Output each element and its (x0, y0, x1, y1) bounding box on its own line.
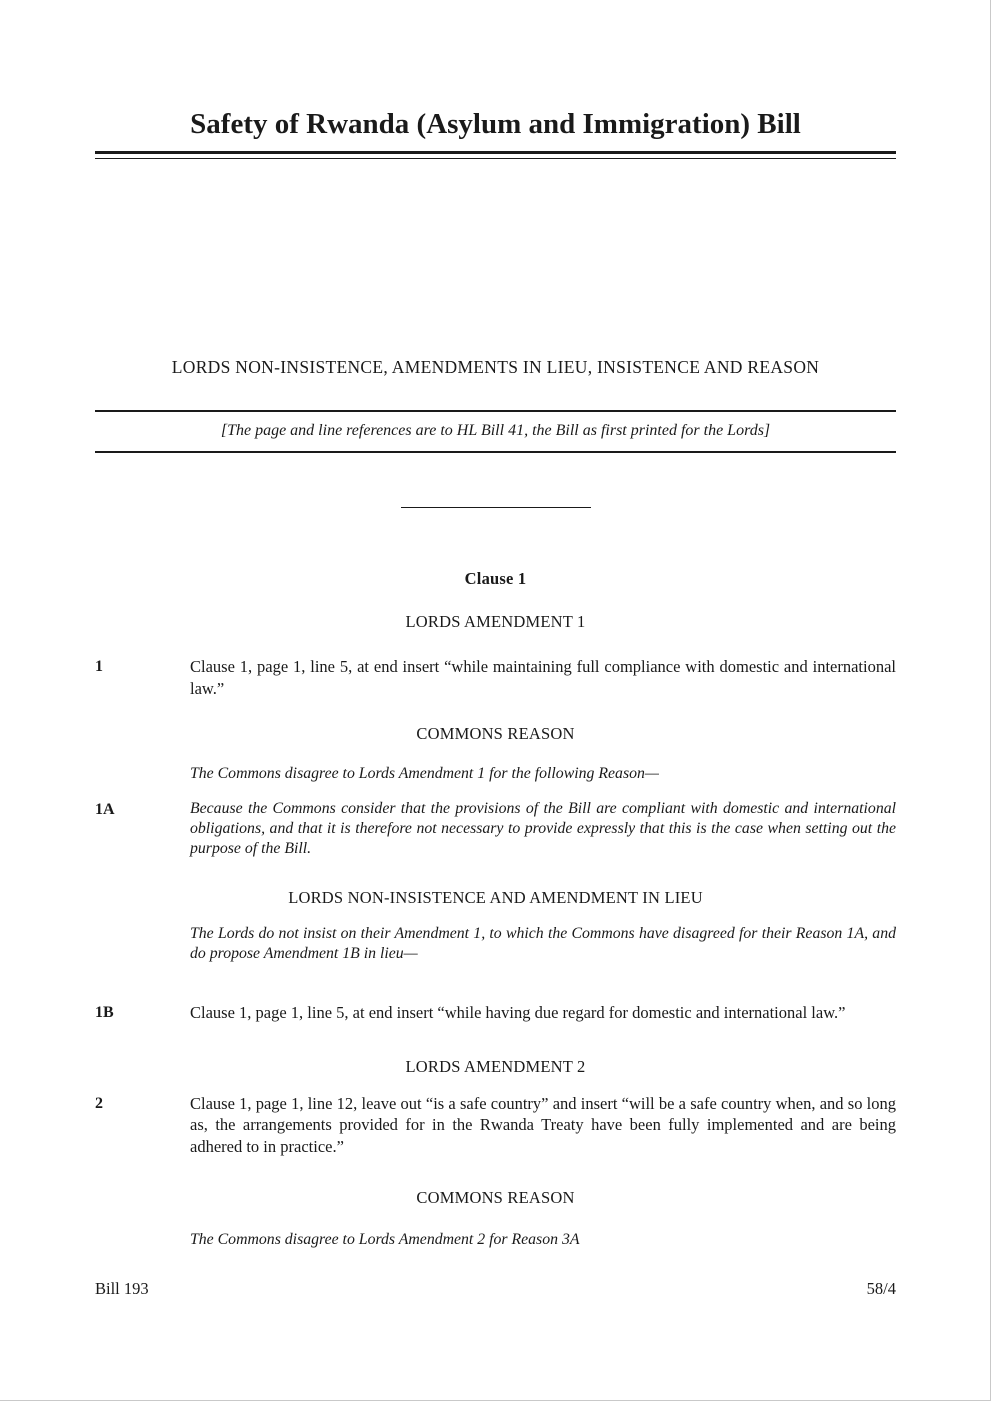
session-number: 58/4 (866, 1279, 896, 1298)
document-title: Safety of Rwanda (Asylum and Immigration) Bill (190, 108, 801, 140)
reason-text: Because the Commons consider that the provisions of the Bill are compliant with domestic and international obligations, and that it is therefore not necessary to provide expressly that this is the case when setting out the purpose of the Bill. (190, 800, 896, 857)
document-subtitle: LORDS NON-INSISTENCE, AMENDMENTS IN LIEU, INSISTENCE AND REASON (171, 357, 820, 377)
reason-number: 1A (95, 801, 115, 818)
amendment-text: Clause 1, page 1, line 5, at end insert “while having due regard for domestic and international law.” (190, 1003, 846, 1022)
amendment-item-1b (95, 1002, 896, 1024)
bill-number: Bill 193 (95, 1279, 149, 1298)
section-divider (401, 507, 591, 508)
lords-noninsistence-heading: LORDS NON-INSISTENCE AND AMENDMENT IN LIEU (288, 888, 703, 907)
amendment-text: Clause 1, page 1, line 12, leave out “is a safe country” and insert “will be a safe country when, and so long as, the arrangements provided for in the Rwanda Treaty have been fully implemented and are being adhered to in practice.” (190, 1093, 896, 1156)
commons-reason-1-heading: COMMONS REASON (416, 724, 575, 743)
amendment-item-1 (95, 656, 896, 699)
title-double-rule (95, 151, 896, 159)
amendment-text: Clause 1, page 1, line 5, at end insert “while maintaining full compliance with domestic and international law.” (190, 657, 896, 698)
lords-amendment-1-heading: LORDS AMENDMENT 1 (405, 612, 586, 631)
page-footer (95, 1278, 896, 1299)
amendment-number: 1B (95, 1004, 114, 1021)
clause-heading: Clause 1 (464, 569, 527, 588)
amendment-item-2 (95, 1093, 896, 1158)
reference-note-block (95, 410, 896, 453)
lords-noninsistence-text: The Lords do not insist on their Amendment 1, to which the Commons have disagreed for their Reason 1A, and do propose Amendment 1B in lieu— (190, 925, 896, 962)
reference-note: [The page and line references are to HL Bill 41, the Bill as first printed for the Lords] (220, 422, 771, 439)
amendment-number: 2 (95, 1094, 103, 1112)
commons-disagree-1-text: The Commons disagree to Lords Amendment 1 for the following Reason— (190, 765, 659, 782)
amendment-number: 1 (95, 658, 103, 675)
commons-disagree-2-text: The Commons disagree to Lords Amendment 2 for Reason 3A (190, 1231, 580, 1248)
commons-reason-2-heading: COMMONS REASON (416, 1188, 575, 1207)
lords-amendment-2-heading: LORDS AMENDMENT 2 (405, 1056, 586, 1076)
reason-item-1a (95, 799, 896, 859)
